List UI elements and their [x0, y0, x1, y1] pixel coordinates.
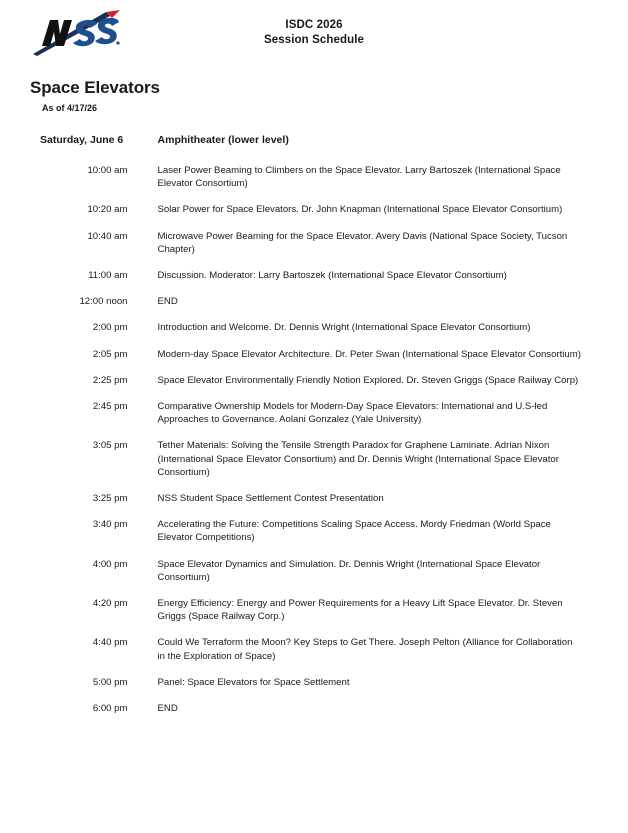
- session-time: 3:40 pm: [92, 519, 128, 531]
- document-title: [0, 18, 628, 48]
- schedule-row: [0, 400, 628, 439]
- schedule-column-gap: [129, 676, 157, 702]
- session-time: 10:00 am: [87, 165, 128, 176]
- schedule-column-gap: [129, 295, 157, 321]
- schedule-column-gap: [129, 597, 157, 636]
- session-time: 2:00 pm: [92, 322, 128, 334]
- session-time: 2:05 pm: [92, 348, 128, 360]
- track-title: Space Elevators: [30, 78, 160, 97]
- session-time: 2:25 pm: [92, 374, 128, 386]
- session-description: Panel: Space Elevators for Space Settlement: [157, 676, 350, 688]
- session-description: Could We Terraform the Moon? Key Steps to Get There. Joseph Pelton (Alliance for Collaboration in the Exploration of Space): [157, 637, 573, 662]
- schedule-column-gap: [129, 400, 157, 439]
- schedule-row: [0, 702, 628, 728]
- schedule-row: [0, 558, 628, 597]
- schedule-row: [0, 597, 628, 636]
- schedule-column-gap: [129, 269, 157, 295]
- session-description: Solar Power for Space Elevators. Dr. John Knapman (International Space Elevator Consortium): [157, 204, 563, 216]
- session-description: Space Elevator Dynamics and Simulation. Dr. Dennis Wright (International Space Elevator Consortium): [157, 558, 541, 583]
- session-time: 12:00 noon: [79, 296, 128, 308]
- session-description: Laser Power Beaming to Climbers on the Space Elevator. Larry Bartoszek (International Space Elevator Consortium): [157, 165, 561, 190]
- session-time: 4:00 pm: [92, 558, 128, 570]
- schedule-row: [0, 348, 628, 374]
- schedule-row: [0, 295, 628, 321]
- schedule-row: [0, 636, 628, 675]
- schedule-day-label: Saturday, June 6: [40, 134, 124, 146]
- session-description: Tether Materials: Solving the Tensile Strength Paradox for Graphene Laminate. Adrian Nixon (International Space Elevator Consortium) and Dr. Dennis Wright (International Space Elevator Consortium): [157, 440, 559, 478]
- session-description: Modern-day Space Elevator Architecture. Dr. Peter Swan (International Space Elevator Consortium): [157, 348, 581, 360]
- schedule-column-gap: [129, 492, 157, 518]
- schedule-column-gap: [129, 164, 157, 203]
- schedule-column-gap: [129, 558, 157, 597]
- session-time: 11:00 am: [88, 270, 128, 282]
- session-time: 10:40 am: [87, 230, 128, 242]
- session-description: NSS Student Space Settlement Contest Presentation: [157, 493, 384, 505]
- document-title-line-2: Session Schedule: [263, 34, 365, 46]
- session-time: 3:25 pm: [92, 493, 128, 505]
- schedule-row: [0, 321, 628, 347]
- schedule-row: [0, 374, 628, 400]
- schedule-row: [0, 230, 628, 269]
- schedule-column-headers: [0, 133, 628, 164]
- session-time: 10:20 am: [87, 204, 128, 216]
- schedule-row: [0, 676, 628, 702]
- schedule-column-gap: [129, 702, 157, 728]
- schedule-column-gap: [129, 230, 157, 269]
- schedule-body: [0, 133, 628, 728]
- session-description: Space Elevator Environmentally Friendly Notion Explored. Dr. Steven Griggs (Space Railway Corp): [157, 374, 579, 386]
- page-header: [0, 0, 628, 68]
- session-time: 4:20 pm: [92, 598, 128, 610]
- session-time: 5:00 pm: [92, 676, 128, 688]
- track-block: [30, 78, 628, 114]
- schedule-column-gap: [129, 374, 157, 400]
- schedule-column-gap: [129, 321, 157, 347]
- session-description: Accelerating the Future: Competitions Scaling Space Access. Mordy Friedman (World Space Elevator Competitions): [157, 519, 551, 544]
- schedule-row: [0, 203, 628, 229]
- schedule-column-gap: [129, 518, 157, 557]
- session-time: 6:00 pm: [92, 703, 128, 715]
- session-time: 4:40 pm: [92, 637, 128, 649]
- session-description: Introduction and Welcome. Dr. Dennis Wright (International Space Elevator Consortium): [157, 322, 531, 334]
- schedule-row: [0, 518, 628, 557]
- document-title-line-1: ISDC 2026: [285, 19, 343, 31]
- schedule-room-label: Amphitheater (lower level): [157, 134, 289, 146]
- session-time: 2:45 pm: [92, 401, 128, 413]
- session-time: 3:05 pm: [92, 440, 128, 452]
- session-description: Energy Efficiency: Energy and Power Requirements for a Heavy Lift Space Elevator. Dr. Steven Griggs (Space Railway Corp.): [157, 598, 563, 623]
- schedule-column-gap: [129, 348, 157, 374]
- session-schedule-table: [0, 133, 628, 728]
- session-description: Discussion. Moderator: Larry Bartoszek (International Space Elevator Consortium): [157, 270, 507, 282]
- schedule-column-gap: [129, 439, 157, 492]
- session-description: Comparative Ownership Models for Modern-Day Space Elevators: International and U.S-led Approaches to Governance. Aolani Gonzalez (Yale University): [157, 401, 548, 426]
- track-as-of-date: As of 4/17/26: [42, 103, 98, 113]
- session-description: END: [157, 703, 178, 715]
- session-description: END: [157, 296, 178, 308]
- schedule-row: [0, 269, 628, 295]
- schedule-row: [0, 164, 628, 203]
- session-description: Microwave Power Beaming for the Space Elevator. Avery Davis (National Space Society, Tucson Chapter): [157, 230, 568, 255]
- schedule-row: [0, 439, 628, 492]
- schedule-column-gap: [129, 636, 157, 675]
- schedule-row: [0, 492, 628, 518]
- schedule-column-gap: [129, 203, 157, 229]
